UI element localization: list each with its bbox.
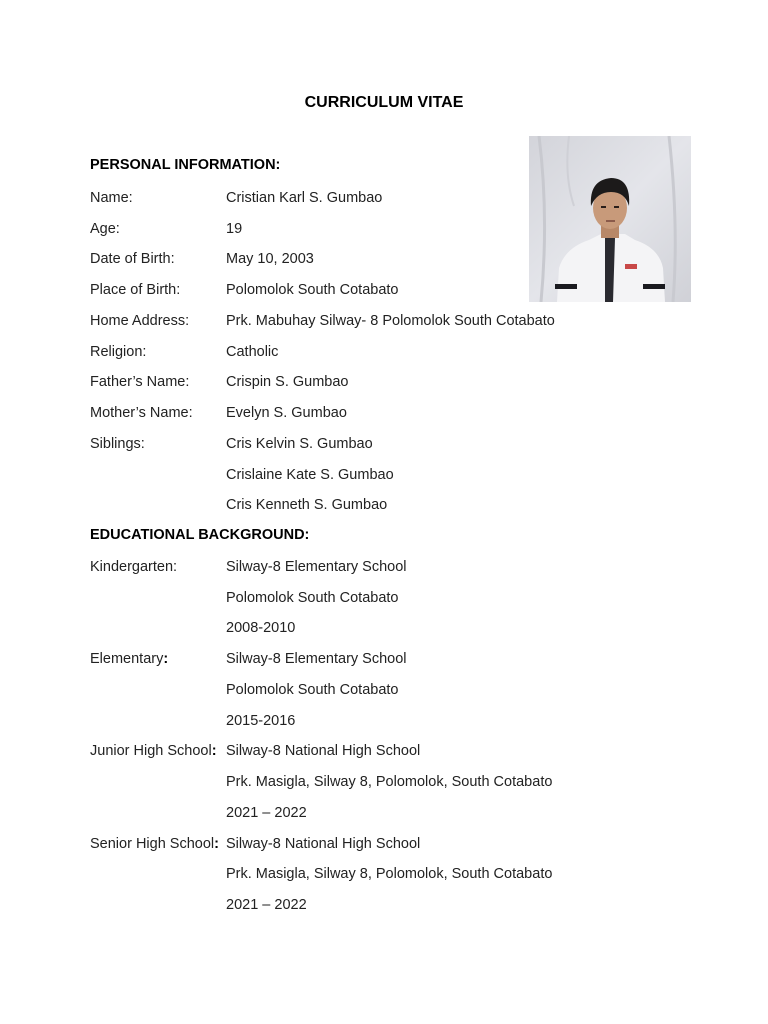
field-label: Place of Birth: (90, 282, 181, 298)
field-value: Polomolok South Cotabato (226, 590, 399, 606)
label-text: Senior High School (90, 836, 215, 852)
field-value: 2015-2016 (226, 713, 296, 729)
field-value: Crislaine Kate S. Gumbao (226, 467, 394, 483)
field-value: May 10, 2003 (226, 251, 314, 267)
field-label: Father’s Name: (90, 374, 190, 390)
field-label: Name: (90, 190, 133, 206)
field-value: Silway-8 National High School (226, 836, 421, 852)
label-colon: : (214, 836, 219, 852)
field-label (90, 649, 168, 669)
field-label: Religion: (90, 344, 147, 360)
field-value: 2008-2010 (226, 620, 296, 636)
field-value: Cristian Karl S. Gumbao (226, 190, 383, 206)
field-label: Kindergarten: (90, 559, 178, 575)
field-value: Crispin S. Gumbao (226, 374, 349, 390)
field-value: 19 (226, 221, 243, 237)
field-label: Siblings: (90, 436, 145, 452)
field-label: Mother’s Name: (90, 405, 193, 421)
field-label (90, 834, 219, 854)
field-label (90, 741, 217, 761)
document-title: CURRICULUM VITAE (304, 94, 464, 111)
field-value: Cris Kenneth S. Gumbao (226, 497, 388, 513)
label-colon: : (211, 743, 217, 759)
field-value: Polomolok South Cotabato (226, 282, 399, 298)
personal-information-heading: PERSONAL INFORMATION: (90, 157, 281, 173)
field-value: Prk. Masigla, Silway 8, Polomolok, South Cotabato (226, 866, 553, 882)
profile-photo (529, 136, 691, 302)
field-value: Polomolok South Cotabato (226, 682, 399, 698)
field-value: Silway-8 Elementary School (226, 559, 407, 575)
label-text: Elementary (90, 651, 164, 667)
field-value: Evelyn S. Gumbao (226, 405, 347, 421)
field-value: Silway-8 Elementary School (226, 651, 407, 667)
educational-background-heading: EDUCATIONAL BACKGROUND: (90, 527, 310, 543)
field-value: Prk. Mabuhay Silway- 8 Polomolok South Cotabato (226, 313, 555, 329)
field-label: Age: (90, 221, 120, 237)
field-value: 2021 – 2022 (226, 897, 307, 913)
field-value: Silway-8 National High School (226, 743, 421, 759)
label-colon: : (163, 651, 169, 667)
field-value: Catholic (226, 344, 279, 360)
field-value: Prk. Masigla, Silway 8, Polomolok, South Cotabato (226, 774, 553, 790)
label-text: Junior High School (90, 743, 212, 759)
field-value: 2021 – 2022 (226, 805, 307, 821)
field-label: Date of Birth: (90, 251, 175, 267)
field-value: Cris Kelvin S. Gumbao (226, 436, 373, 452)
field-label: Home Address: (90, 313, 190, 329)
